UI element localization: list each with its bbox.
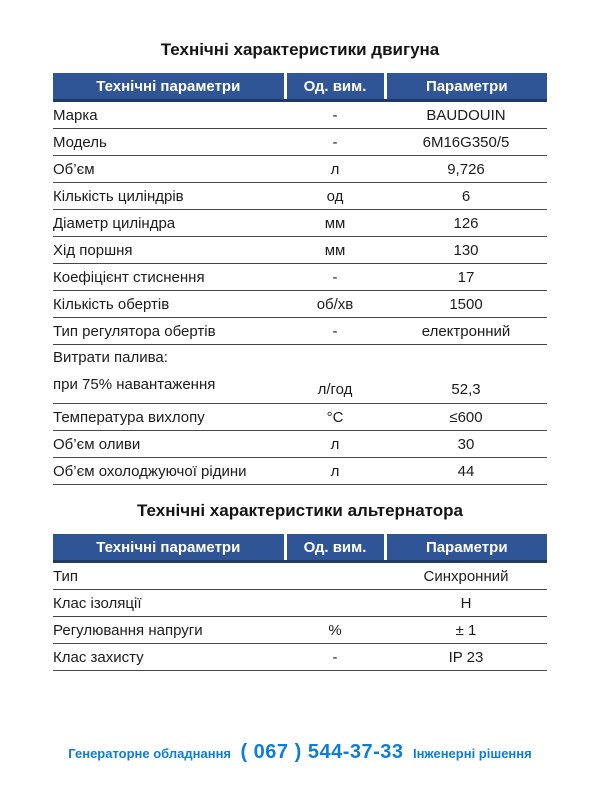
footer-company-text: Генераторне обладнання [68, 746, 232, 761]
parameter-name-cell: Хід поршня [53, 237, 285, 264]
value-cell: 44 [385, 458, 547, 485]
unit-cell: % [285, 617, 385, 644]
value-cell: 1500 [385, 291, 547, 318]
value-cell: 9,726 [385, 156, 547, 183]
spec-row [53, 237, 547, 264]
spec-row [53, 210, 547, 237]
parameter-name-cell: Температура вихлопу [53, 404, 285, 431]
parameter-name-cell: Клас захисту [53, 644, 285, 671]
unit-cell: л [285, 156, 385, 183]
alternator-table-body [53, 562, 547, 671]
spec-row [53, 156, 547, 183]
parameter-name-cell: Тип [53, 562, 285, 590]
alternator-spec-table [53, 534, 547, 671]
parameter-name-cell: Коефіцієнт стиснення [53, 264, 285, 291]
value-cell: ± 1 [385, 617, 547, 644]
unit-cell: об/хв [285, 291, 385, 318]
spec-row [53, 291, 547, 318]
column-header-units: Од. вим. [285, 534, 385, 562]
alternator-table-header-row [53, 534, 547, 562]
parameter-name-cell: Об’єм оливи [53, 431, 285, 458]
unit-cell: л [285, 431, 385, 458]
unit-cell: - [285, 101, 385, 129]
parameter-name-cell: Об’єм [53, 156, 285, 183]
parameter-name-cell: Тип регулятора обертів [53, 318, 285, 345]
unit-cell: °С [285, 404, 385, 431]
parameter-name-cell: Регулювання напруги [53, 617, 285, 644]
value-cell: 52,3 [385, 345, 547, 404]
unit-cell [285, 562, 385, 590]
spec-row [53, 183, 547, 210]
footer-contact-line [0, 741, 600, 764]
column-header-units: Од. вим. [285, 73, 385, 101]
unit-cell: - [285, 264, 385, 291]
spec-row [53, 129, 547, 156]
column-header-parameters: Технічні параметри [53, 73, 285, 101]
unit-cell: - [285, 318, 385, 345]
spec-row [53, 404, 547, 431]
engine-spec-table [53, 73, 547, 485]
unit-cell: - [285, 129, 385, 156]
spec-row [53, 562, 547, 590]
unit-cell: л/год [285, 345, 385, 404]
unit-cell [285, 590, 385, 617]
spec-row [53, 318, 547, 345]
parameter-name-cell: Марка [53, 101, 285, 129]
spec-row [53, 644, 547, 671]
parameter-name-cell: Кількість обертів [53, 291, 285, 318]
parameter-name-line: Витрати палива: [53, 349, 168, 366]
parameter-name-cell: Об’єм охолоджуючої рідини [53, 458, 285, 485]
parameter-name-cell: Діаметр циліндра [53, 210, 285, 237]
value-cell: 30 [385, 431, 547, 458]
value-cell: 6 [385, 183, 547, 210]
footer-phone-number: ( 067 ) 544-37-33 [240, 741, 404, 763]
value-cell: електронний [385, 318, 547, 345]
value-cell: 17 [385, 264, 547, 291]
unit-cell: мм [285, 210, 385, 237]
column-header-values: Параметри [385, 73, 547, 101]
engine-table-header-row [53, 73, 547, 101]
engine-table-body [53, 101, 547, 485]
value-cell: IP 23 [385, 644, 547, 671]
spec-row [53, 458, 547, 485]
value-cell: ≤600 [385, 404, 547, 431]
unit-cell: л [285, 458, 385, 485]
parameter-name-cell: Модель [53, 129, 285, 156]
unit-cell: - [285, 644, 385, 671]
value-cell: Н [385, 590, 547, 617]
footer-tagline-text: Інженерні рішення [412, 746, 532, 761]
spec-row [53, 101, 547, 129]
column-header-values: Параметри [385, 534, 547, 562]
parameter-name-cell: Клас ізоляції [53, 590, 285, 617]
value-cell: 130 [385, 237, 547, 264]
spec-row [53, 590, 547, 617]
value-cell: 126 [385, 210, 547, 237]
parameter-name-line: при 75% навантаження [53, 375, 216, 393]
value-cell: 6M16G350/5 [385, 129, 547, 156]
engine-section-title: Технічні характеристики двигуна [160, 40, 440, 59]
unit-cell: од [285, 183, 385, 210]
value-cell: Синхронний [385, 562, 547, 590]
parameter-name-cell: Кількість циліндрів [53, 183, 285, 210]
alternator-section-title: Технічні характеристики альтернатора [136, 501, 463, 520]
spec-row [53, 431, 547, 458]
unit-cell: мм [285, 237, 385, 264]
spec-row [53, 345, 547, 404]
column-header-parameters: Технічні параметри [53, 534, 285, 562]
parameter-name-cell [53, 345, 285, 404]
spec-row [53, 617, 547, 644]
value-cell: BAUDOUIN [385, 101, 547, 129]
spec-row [53, 264, 547, 291]
